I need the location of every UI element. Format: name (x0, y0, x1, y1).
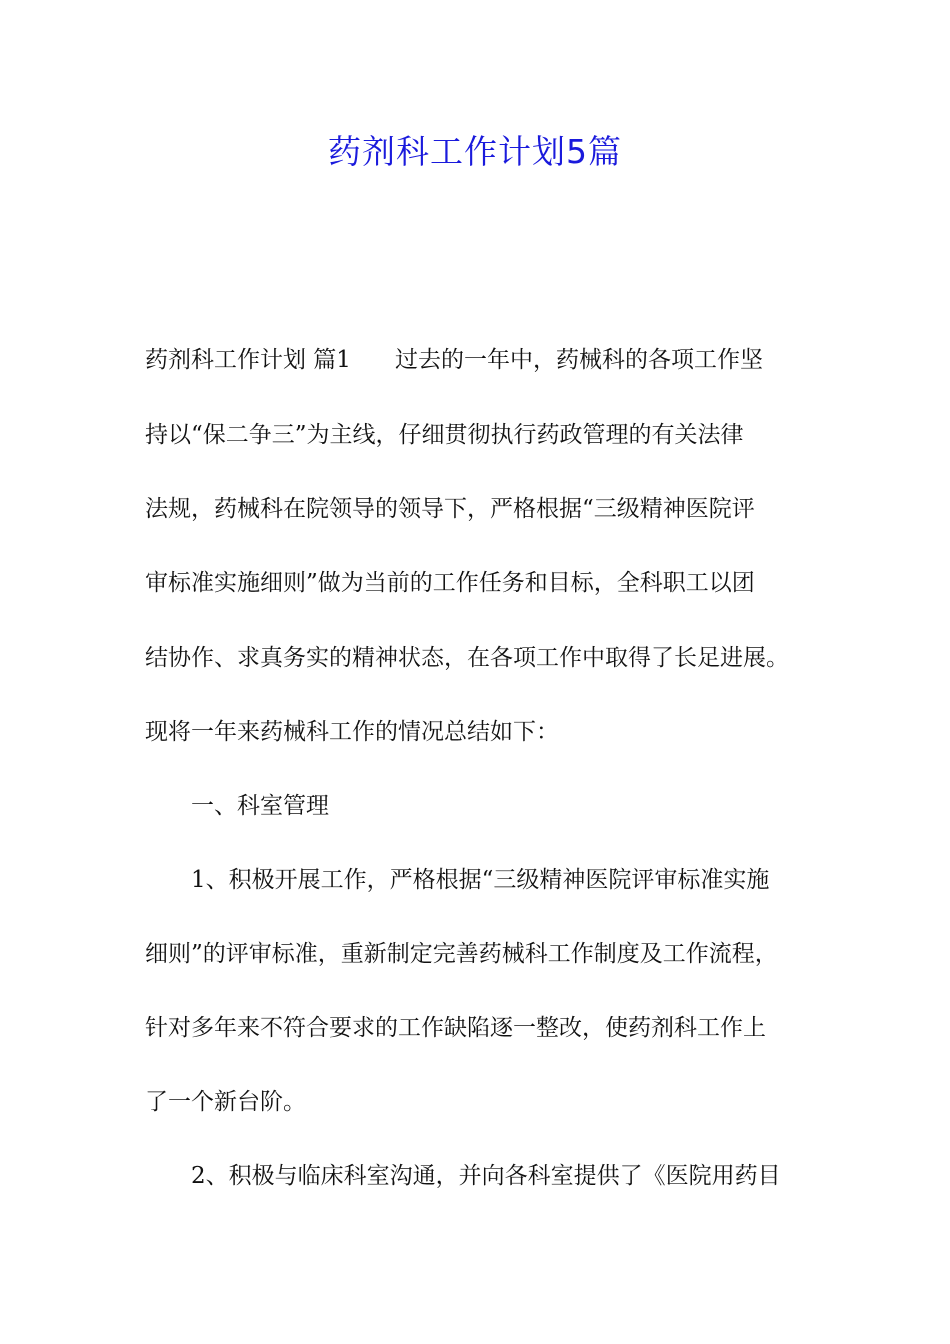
document-title: 药剂科工作计划5篇 (328, 132, 622, 171)
paragraph-line: 针对多年来不符合要求的工作缺陷逐一整改，使药剂科工作上 (145, 1015, 766, 1041)
section-heading: 药剂科工作计划 篇1 (145, 347, 351, 373)
subsection-heading: 一、科室管理 (191, 793, 329, 819)
paragraph-line: 1、积极开展工作，严格根据“三级精神医院评审标准实施 (191, 867, 770, 893)
paragraph-line: 现将一年来药械科工作的情况总结如下： (145, 719, 559, 745)
paragraph-text: 过去的一年中，药械科的各项工作坚 (394, 347, 763, 373)
paragraph-line: 审标准实施细则”做为当前的工作任务和目标，全科职工以团 (145, 570, 755, 596)
paragraph-line: 结协作、求真务实的精神状态，在各项工作中取得了长足进展。 (145, 645, 789, 671)
paragraph-line: 2、积极与临床科室沟通，并向各科室提供了《医院用药目 (191, 1163, 781, 1189)
paragraph-line: 了一个新台阶。 (145, 1089, 306, 1115)
paragraph-line: 法规，药械科在院领导的领导下，严格根据“三级精神医院评 (145, 496, 755, 522)
paragraph-line (145, 345, 825, 375)
paragraph-line: 持以“保二争三”为主线，仔细贯彻执行药政管理的有关法律 (145, 422, 744, 448)
paragraph-line: 细则”的评审标准，重新制定完善药械科工作制度及工作流程， (145, 941, 778, 967)
